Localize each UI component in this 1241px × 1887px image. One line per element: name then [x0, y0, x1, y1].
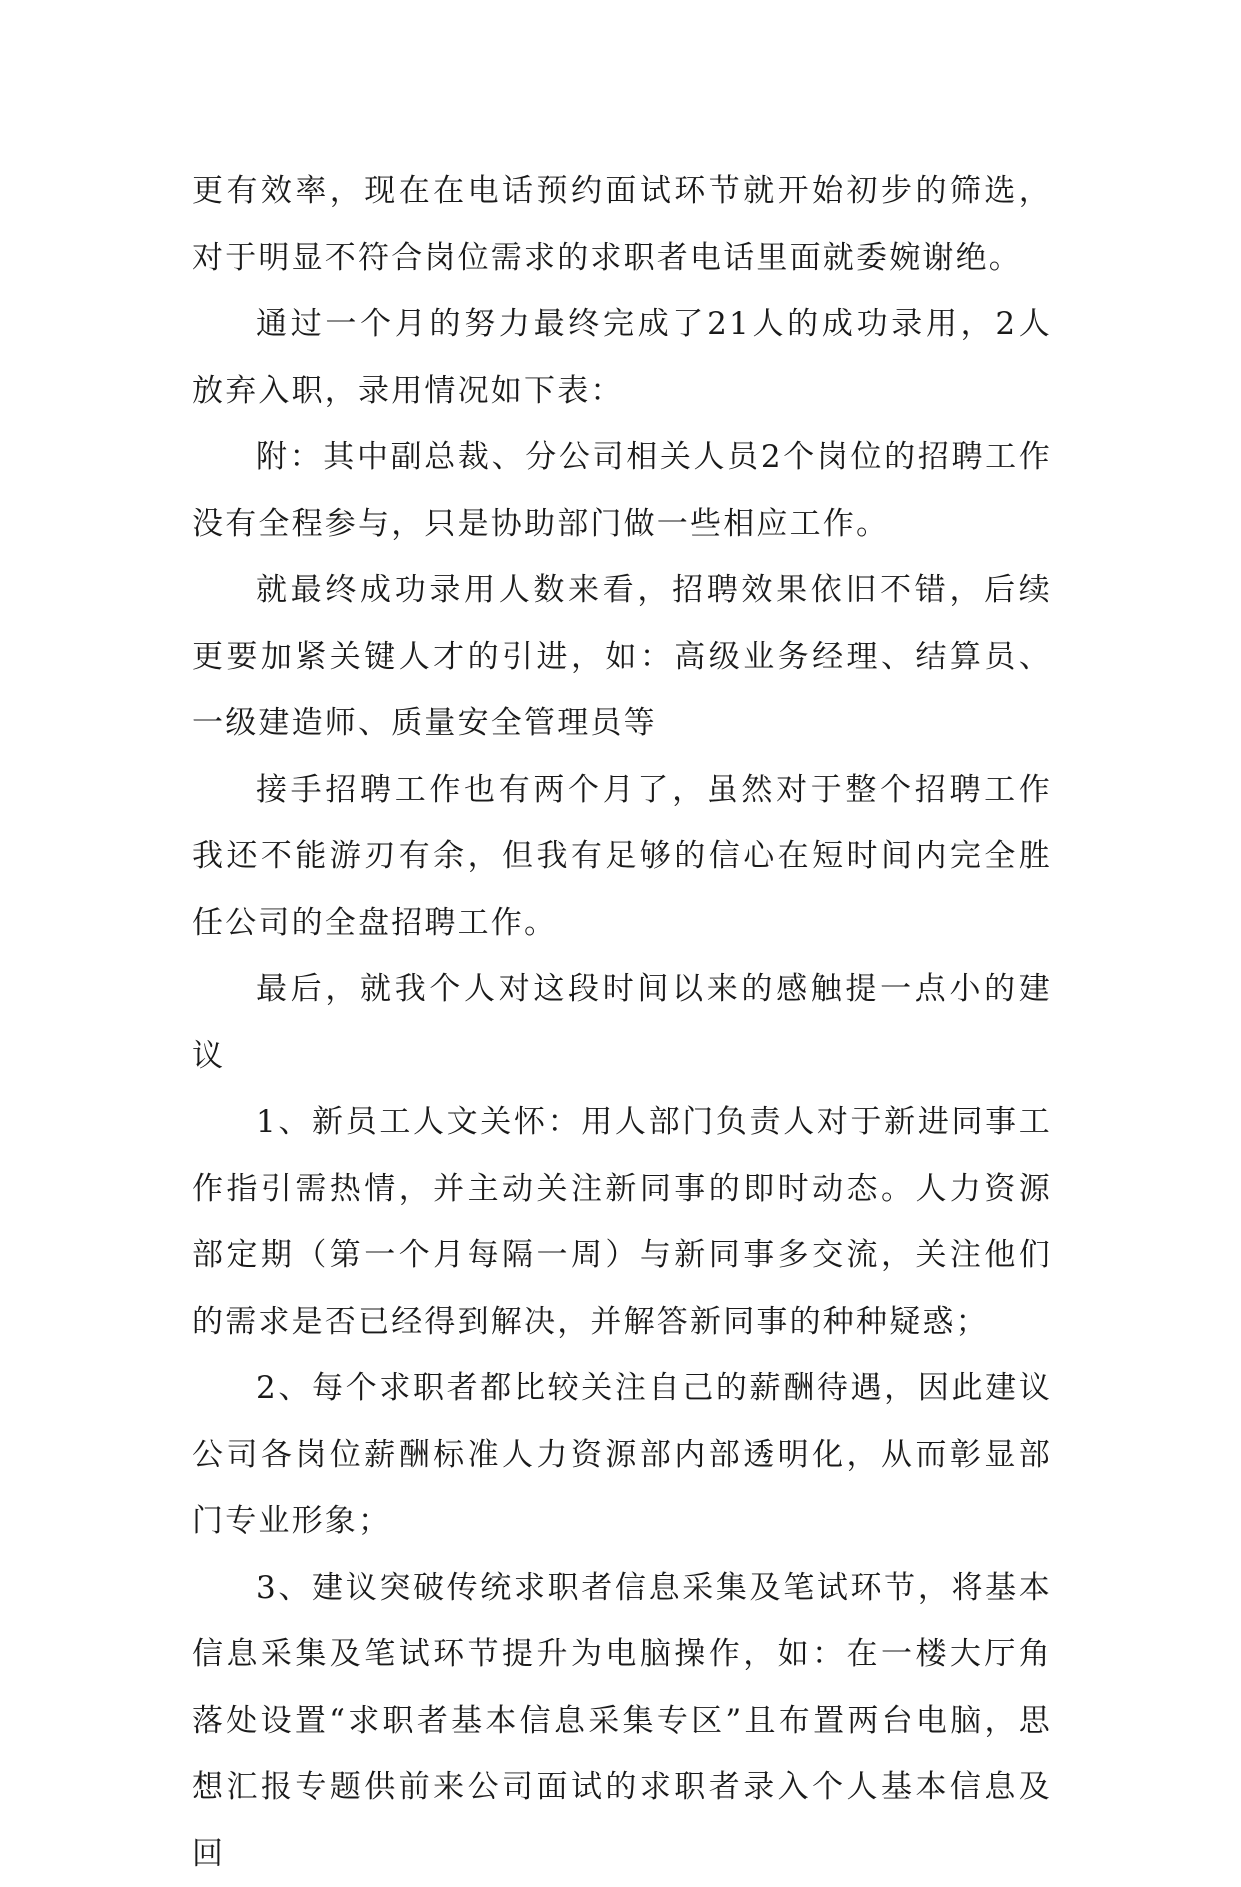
- paragraph-1: 更有效率，现在在电话预约面试环节就开始初步的筛选，对于明显不符合岗位需求的求职者电话里面就委婉谢绝。: [192, 158, 1052, 291]
- paragraph-6: 最后，就我个人对这段时间以来的感触提一点小的建议: [192, 956, 1052, 1089]
- paragraph-3: 附：其中副总裁、分公司相关人员2个岗位的招聘工作没有全程参与，只是协助部门做一些相应工作。: [192, 424, 1052, 557]
- paragraph-7: 1、新员工人文关怀：用人部门负责人对于新进同事工作指引需热情，并主动关注新同事的即时动态。人力资源部定期（第一个月每隔一周）与新同事多交流，关注他们的需求是否已经得到解决，并解答新同事的种种疑惑；: [192, 1089, 1052, 1355]
- paragraph-5: 接手招聘工作也有两个月了，虽然对于整个招聘工作我还不能游刃有余，但我有足够的信心在短时间内完全胜任公司的全盘招聘工作。: [192, 757, 1052, 957]
- paragraph-2: 通过一个月的努力最终完成了21人的成功录用，2人放弃入职，录用情况如下表：: [192, 291, 1052, 424]
- paragraph-9: 3、建议突破传统求职者信息采集及笔试环节，将基本信息采集及笔试环节提升为电脑操作，如：在一楼大厅角落处设置“求职者基本信息采集专区”且布置两台电脑，思想汇报专题供前来公司面试的求职者录入个人基本信息及回: [192, 1555, 1052, 1887]
- document-page: [192, 158, 1052, 1887]
- paragraph-8: 2、每个求职者都比较关注自己的薪酬待遇，因此建议公司各岗位薪酬标准人力资源部内部透明化，从而彰显部门专业形象；: [192, 1355, 1052, 1555]
- paragraph-4: 就最终成功录用人数来看，招聘效果依旧不错，后续更要加紧关键人才的引进，如：高级业务经理、结算员、一级建造师、质量安全管理员等: [192, 557, 1052, 757]
